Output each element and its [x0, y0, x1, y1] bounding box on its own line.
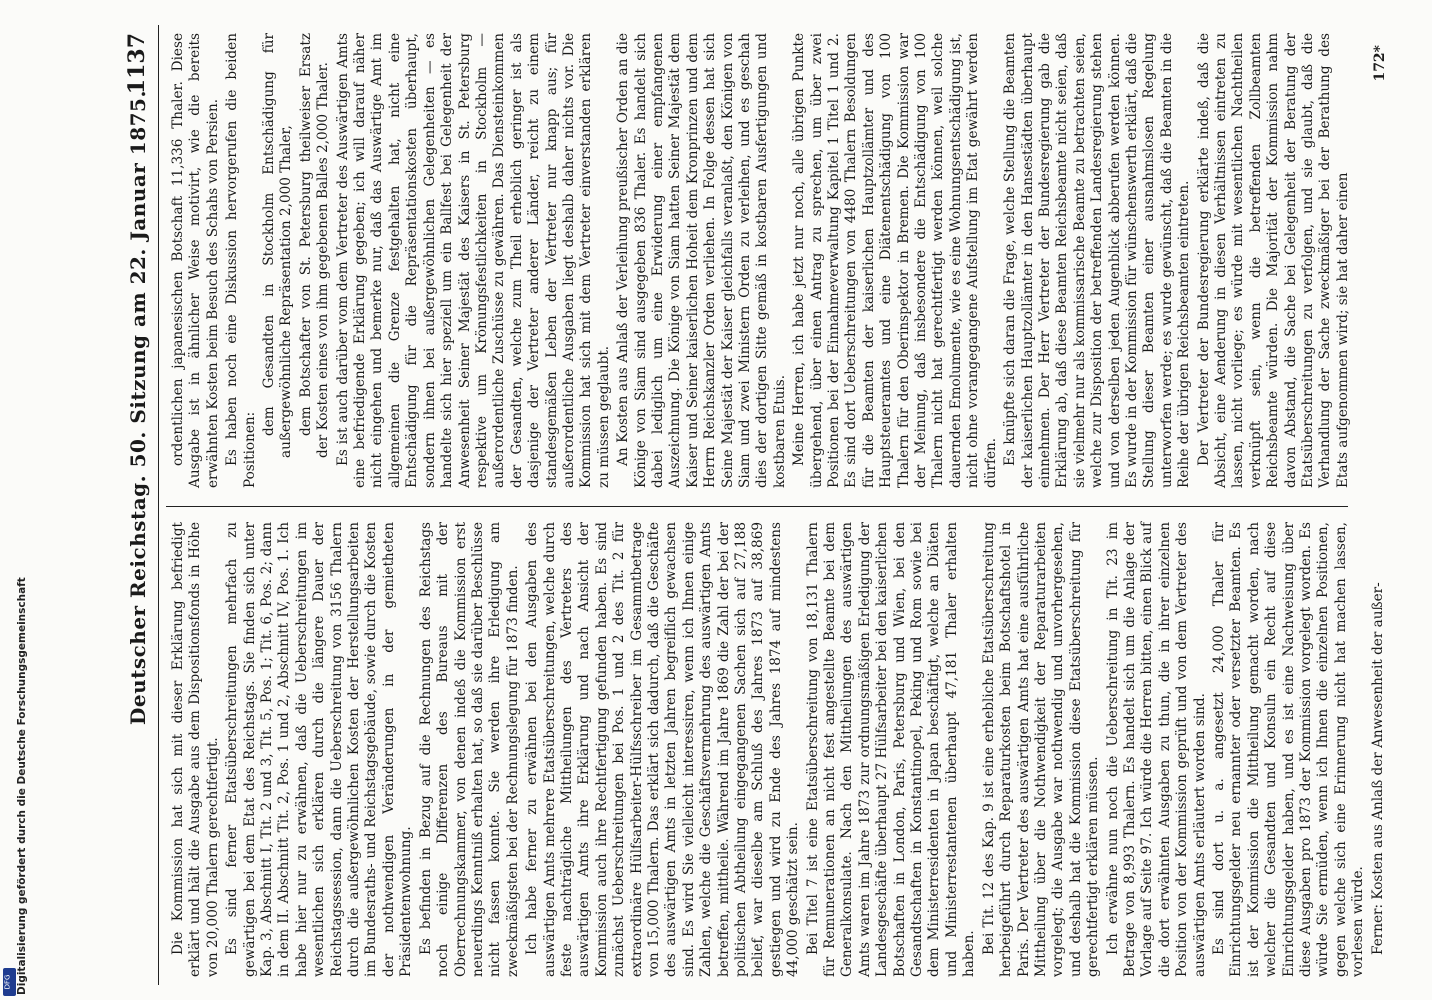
sheet-signature: 172*	[1372, 45, 1388, 82]
paragraph: An Kosten aus Anlaß der Verleihung preußischer Orden an die Könige von Siam sind ausgegeben 836 Thaler. Es handelt sich dabei lediglich um eine Erwiderung einer empfangenen Auszeichnung. Die Könige von Siam hatten Seiner Majestät dem Kaiser und Seiner kaiserlichen Hoheit dem Kronprinzen und dem Herrn Reichskanzler Orden verliehen. In Folge dessen hat sich Seine Majestät der Kaiser gleichfalls veranlaßt, den Königen von Siam und zwei Ministern Orden zu verleihen, und es geschah dies der dortigen Sitte gemäß in kostbaren Ausfertigungen und kostbaren Etuis.	[615, 33, 788, 488]
paragraph: Der Vertreter der Bundesregierung erklärte indeß, daß die Absicht, eine Aenderung in diesen Verhältnissen eintreten zu lassen, nicht vorliege; es würde mit wesentlichen Nachtheilen verknüpft sein, wenn die betreffenden Zollbeamten Reichsbeamte würden. Die Majorität der Kommission nahm davon Abstand, die Sache bei Gelegenheit der Beratung der Etatsüberschreitungen zu verfolgen, und sie glaubt, daß die Verhandlung der Sache zweckmäßiger bei der Berathung des Etats aufgenommen wird; sie hat daher einen	[1195, 33, 1351, 488]
paragraph: Meine Herren, ich habe jetzt nur noch, alle übrigen Punkte übergehend, über einen Antrag zu sprechen, um über zwei Positionen bei der Einnahmeverwaltung Kapitel 1 Titel 1 und 2. Es sind dort Ueberschreitungen von 4480 Thalern Besoldungen für die Beamten der kaiserlichen Hauptzollämter und des Hauptsteueramtes und eine Diätenentschädigung von 100 Thalern für den Oberinspektor in Bremen. Die Kommission war der Meinung, daß insbesondere die Entschädigung von 100 Thalern nicht hat gerechtfertigt werden können, weil solche dauernden Emolumente, wie es eine Wohnungsentschädigung ist, nicht ohne vorangegangene Aufstellung im Etat gewährt werden dürfen.	[791, 33, 999, 488]
page-title: Deutscher Reichstag. 50. Sitzung am 22. Januar 1875.	[126, 90, 150, 725]
paragraph: Es sind dort u. a. angesetzt 24,000 Thaler für Einrichtungsgelder neu ernannter oder versetzter Beamten. Es ist der Kommission die Mittheilung gemacht worden, nach welcher die Gesandten und Konsuln ein Recht auf diese Einrichtungsgelder haben, und es ist eine Nachweisung über diese Ausgaben pro 1873 der Kommission vorgelegt worden. Es würde Sie ermüden, wenn ich Ihnen die einzelnen Positionen, gegen welche sich eine Erinnerung nicht hat machen lassen, vorlesen würde.	[1210, 522, 1367, 977]
right-text-column	[170, 33, 1351, 488]
column-divider	[166, 506, 1348, 507]
paragraph: Ferner: Kosten aus Anlaß der Anwesenheit der außer-	[1369, 582, 1386, 955]
paragraph: Es ist auch darüber vom dem Vertreter des Auswärtigen Amts eine befriedigende Erklärung gegeben; ich will darauf näher nicht eingehen und bemerke nur, daß das Auswärtige Amt im allgemeinen die Grenze festgehalten hat, nicht eine Entschädigung für die Repräsentationskosten überhaupt, sondern ihnen bei außergewöhnlichen Gelegenheiten — es handelte sich hier speziell um ein Ballfest bei Gelegenheit der Anwesenheit Seiner Majestät des Kaisers in St. Petersburg respektive um Krönungsfestlichkeiten in Stockholm — außerordentliche Zuschüsse zu gewähren. Das Diensteinkommen der Gesandten, welche zum Theil erheblich geringer ist als dasjenige der Vertreter anderer Länder, reicht zu einem standesgemäßen Leben der Vertreter nur knapp aus; für außerordentliche Ausgaben liegt deshalb daher nichts vor. Die Kommission hat sich mit dem Vertreter einverstanden erklären zu müssen geglaubt.	[334, 33, 612, 488]
paragraph: dem Botschafter von St. Petersburg theilweiser Ersatz der Kosten eines von ihm gegebenen Balles 2,000 Thaler.	[297, 33, 332, 458]
paragraph: Es befinden in Bezug auf die Rechnungen des Reichstags noch einige Differenzen des Bureaus mit der Oberrechnungskammer, von denen indeß die Kommission erst neuerdings Kenntniß erhalten hat, so daß sie darüber Beschlüsse nicht fassen konnte. Sie werden ihre Erledigung am zweckmäßigsten bei der Rechnungslegung für 1873 finden.	[417, 522, 521, 977]
paragraph: Ich erwähne nun noch die Ueberschreitung in Tit. 23 im Betrage von 8,993 Thalern. Es handelt sich um die Anlage der Vorlage auf Seite 97. Ich würde die Herren bitten, einen Blick auf die dort erwähnten Ausgaben zu thun, die in ihrer einzelnen Position von der Kommission geprüft und von dem Vertreter des auswärtigen Amts erläutert worden sind.	[1104, 522, 1208, 977]
paragraph: dem Gesandten in Stockholm Entschädigung für außergewöhnliche Repräsentation 2,000 Thaler,	[261, 33, 295, 458]
paragraph: Es sind ferner Etatsüberschreitungen mehrfach zu gewärtigen bei dem Etat des Reichstags. Sie finden sich unter Kap. 3, Abschnitt I, Tit. 2 und 3, Tit. 5, Pos. 1; Tit. 6, Pos. 2; dann in dem II. Abschnitt Tit. 2, Pos. 1 und 2, Abschnitt IV, Pos. 1. Ich habe hier nur zu erwähnen, daß die Ueberschreitungen im wesentlichen sich erklären durch die längere Dauer der Reichstagssession, dann die Ueberschreitung von 3156 Thalern durch die außergewöhnlichen Kosten der Herstellungsarbeiten im Bundesraths- und Reichstagsgebäude, sowie durch die Kosten der nothwendigen Veränderungen in der gemietheten Präsidentenwohnung.	[224, 522, 415, 977]
digitization-credit-sidebar	[0, 0, 28, 1000]
page-number: 1137	[124, 33, 150, 95]
paragraph: Es haben noch eine Diskussion hervorgerufen die beiden Positionen:	[224, 33, 258, 488]
digitization-credit-text: Digitalisierung gefördert durch die Deutsche Forschungsgemeinschaft	[16, 577, 28, 995]
paragraph: Es knüpfte sich daran die Frage, welche Stellung die Beamten der kaiserlichen Hauptzollämter in den Hansestädten überhaupt einnehmen. Der Herr Vertreter der Bundesregierung gab die Erklärung ab, daß diese Beamten Reichsbeamte nicht seien, daß sie vielmehr nur als kommissarische Beamte zu betrachten seien, welche zur Disposition der betreffenden Landesregierung stehen und von derselben jeden Augenblick abberufen werden können. Es wurde in der Kommission für wünschenswerth erklärt, daß die Stellung dieser Beamten einer ausnahmslosen Regelung unterworfen werde; es wurde gewünscht, daß die Beamten in die Reihe der übrigen Reichsbeamten eintreten.	[1002, 33, 1193, 488]
page-header	[118, 25, 159, 985]
paragraph: Ich habe ferner zu erwähnen bei den Ausgaben des auswärtigen Amts mehrere Etatsüberschreitungen, welche durch feste nachträgliche Mittheilungen des Vertreters des auswärtigen Amts ihre Erklärung und nach Ansicht der Kommission auch ihre Rechtfertigung gefunden haben. Es sind zunächst Ueberschreitungen bei Pos. 1 und 2 des Tit. 2 für extraordinäre Hülfsarbeiter-Hülfsschreiber im Gesammtbetrage von 15,000 Thalern. Das erklärt sich dadurch, daß die Geschäfte des auswärtigen Amts in letzten Jahren begreiflich gewachsen sind. Es wird Sie vielleicht interessiren, wenn ich Ihnen einige Zahlen, welche die Geschäftsvermehrung des auswärtigen Amts betreffen, mittheile. Während im Jahre 1869 die Zahl der bei der politischen Abtheilung eingegangenen Sachen sich auf 27,188 belief, war dieselbe am Schluß des Jahres 1873 auf 38,869 gestiegen und wird zu Ende des Jahres 1874 auf mindestens 44,000 geschätzt sein.	[524, 522, 802, 977]
paragraph: Bei Tit. 12 des Kap. 9 ist eine erhebliche Etatsüberschreitung herbeigeführt durch Reparaturkosten beim Botschaftshotel in Paris. Der Vertreter des auswärtigen Amts hat eine ausführliche Mittheilung über die Nothwendigkeit der Reparaturarbeiten vorgelegt; die Ausgabe war nothwendig und unvorhergesehen, und deshalb hat die Kommission diese Etatsüberschreitung für gerechtfertigt erklären müssen.	[980, 522, 1102, 977]
paragraph: Die Kommission hat sich mit dieser Erklärung befriedigt erklärt und hält die Ausgabe aus dem Dispositionsfonds in Höhe von 20,000 Thalern gerechtfertigt.	[170, 522, 221, 977]
rotated-document-page	[118, 25, 1408, 985]
dfg-logo-icon: DFG	[3, 968, 16, 996]
left-text-column	[170, 522, 1386, 977]
paragraph: ordentlichen japanesischen Botschaft 11,336 Thaler. Diese Ausgabe ist in ähnlicher Weise motivirt, wie die bereits erwähnten Kosten beim Besuch des Schahs von Persien.	[170, 33, 221, 488]
paragraph: Bei Titel 7 ist eine Etatsüberschreitung von 18,131 Thalern für Remunerationen an nicht fest angestellte Beamte bei dem Generalkonsulate. Nach den Mittheilungen des auswärtigen Amts waren im Jahre 1873 zur ordnungsmäßigen Erledigung der Landesgeschäfte überhaupt 27 Hülfsarbeiter bei den kaiserlichen Botschaften in London, Paris, Petersburg und Wien, bei den Gesandtschaften in Konstantinopel, Peking und Rom sowie bei dem Ministerresidenten in Japan beschäftigt, welche an Diäten und Ministerrestantenen überhaupt 47,181 Thaler erhalten haben.	[804, 522, 978, 977]
